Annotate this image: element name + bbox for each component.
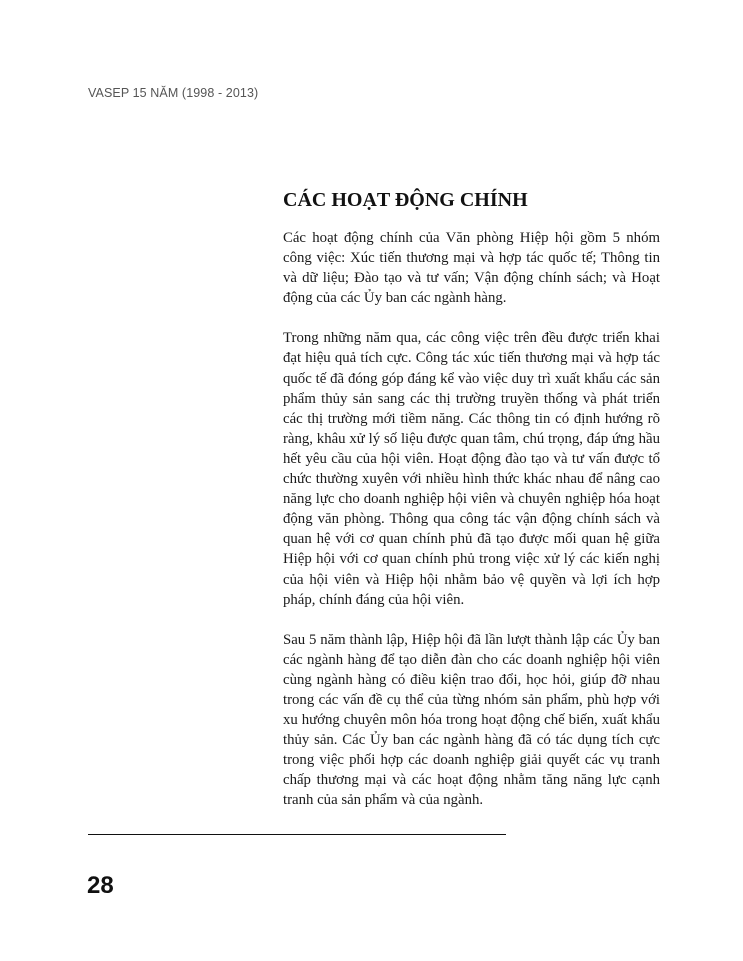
paragraph-overview: Các hoạt động chính của Văn phòng Hiệp hội gồm 5 nhóm công việc: Xúc tiến thương mại và hợp tác quốc tế; Thông tin và dữ liệu; Đào tạo và tư vấn; Vận động chính sách; và Hoạt động của các Ủy ban các ngành hàng.: [283, 230, 660, 307]
footer-divider: [88, 834, 506, 835]
running-header: VASEP 15 NĂM (1998 - 2013): [88, 86, 259, 100]
page-number: 28: [87, 872, 114, 899]
body-text: [283, 228, 660, 831]
paragraph-achievements: Trong những năm qua, các công việc trên đều được triển khai đạt hiệu quả tích cực. Công tác xúc tiến thương mại và hợp tác quốc tế đã đóng góp đáng kể vào việc duy trì xuất khẩu các sản phẩm thủy sản sang các thị trường truyền thống và phát triển các thị trường mới tiềm năng. Các thông tin có định hướng rõ ràng, khâu xử lý số liệu được quan tâm, chú trọng, đáp ứng hầu hết yêu cầu của hội viên. Hoạt động đào tạo và tư vấn được tổ chức thường xuyên với nhiều hình thức khác nhau để nâng cao năng lực cho doanh nghiệp hội viên và chuyên nghiệp hóa hoạt động văn phòng. Thông qua công tác vận động chính sách và quan hệ với cơ quan chính phủ đã tạo được mối quan hệ giữa Hiệp hội với cơ quan chính phủ trong việc xử lý các kiến nghị của hội viên và Hiệp hội nhằm bảo vệ quyền và lợi ích hợp pháp, chính đáng của hội viên.: [283, 330, 660, 608]
section-title: CÁC HOẠT ĐỘNG CHÍNH: [283, 189, 528, 211]
paragraph-committees: Sau 5 năm thành lập, Hiệp hội đã lần lượt thành lập các Ủy ban các ngành hàng để tạo diễn đàn cho các doanh nghiệp hội viên cùng ngành hàng có điều kiện trao đổi, học hỏi, giúp đỡ nhau trong các vấn đề cụ thể của từng nhóm sản phẩm, phù hợp với xu hướng chuyên môn hóa trong hoạt động chế biến, xuất khẩu thủy sản. Các Ủy ban các ngành hàng đã có tác dụng tích cực trong việc phối hợp các doanh nghiệp giải quyết các vụ tranh chấp thương mại và các hoạt động nhằm tăng năng lực cạnh tranh của sản phẩm và của ngành.: [283, 631, 660, 809]
